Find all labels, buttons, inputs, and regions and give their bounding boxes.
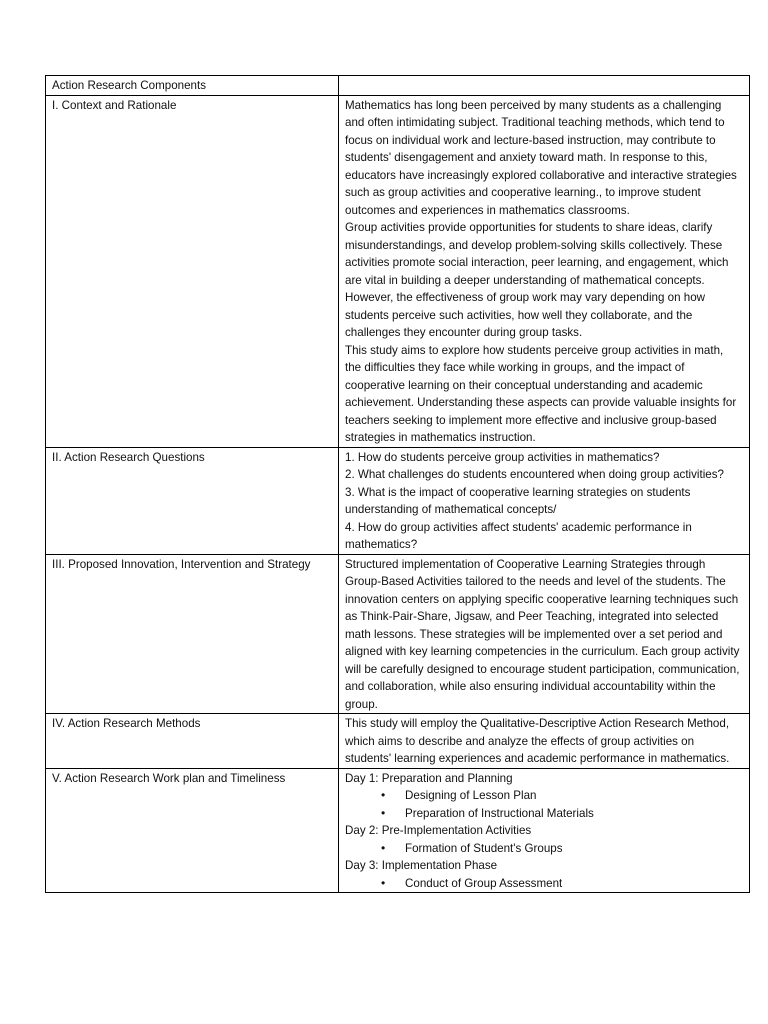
innovation-label: III. Proposed Innovation, Intervention and Strategy — [46, 554, 339, 714]
workplan-day-title: Day 1: Preparation and Planning — [345, 771, 513, 785]
questions-content — [339, 447, 750, 554]
list-item: • Conduct of Group Assessment — [345, 875, 742, 893]
header-value-cell — [339, 76, 750, 96]
research-question: 2. What challenges do students encountered when doing group activities? — [345, 468, 724, 481]
list-item: • Formation of Student's Groups — [345, 840, 742, 858]
research-question: 3. What is the impact of cooperative learning strategies on students understanding of mathematical concepts/ — [345, 485, 691, 516]
context-label: I. Context and Rationale — [46, 95, 339, 447]
context-paragraph: This study aims to explore how students perceive group activities in math, the difficulties they face while working in groups, and the impact of cooperative learning on their conceptual understanding and academic achievement. Understanding these aspects can provide valuable insights for teachers seeking to implement more effective and inclusive group-based strategies in mathematics instruction. — [345, 343, 737, 444]
table-row-workplan — [46, 768, 750, 893]
workplan-day-title: Day 2: Pre-Implementation Activities — [345, 824, 532, 837]
table-row-questions — [46, 447, 750, 554]
research-question: 4. How do group activities affect students' academic performance in mathematics? — [345, 520, 692, 551]
workplan-task-list — [345, 875, 742, 893]
methods-label: IV. Action Research Methods — [46, 714, 339, 769]
table-row-methods — [46, 714, 750, 769]
workplan-task-list — [345, 840, 742, 858]
table-row-innovation — [46, 554, 750, 714]
workplan-task-list — [345, 787, 742, 822]
workplan-content — [339, 768, 750, 893]
context-paragraph: Mathematics has long been perceived by many students as a challenging and often intimidating subject. Traditional teaching methods, which tend to focus on individual work and lecture-based instruction, may contribute to students' disengagement and anxiety toward math. In response to this, educators have increasingly explored collaborative and interactive strategies such as group activities and cooperative learning., to improve student outcomes and experiences in mathematics classrooms. — [345, 98, 737, 217]
list-item: • Preparation of Instructional Materials — [345, 805, 742, 823]
action-research-table — [45, 75, 750, 893]
methods-content: This study will employ the Qualitative-Descriptive Action Research Method, which aims to describe and analyze the effects of group activities on students' learning experiences and academic performance in mathematics. — [339, 714, 750, 769]
context-content — [339, 95, 750, 447]
table-row-context — [46, 95, 750, 447]
table-row-header — [46, 76, 750, 96]
questions-label: II. Action Research Questions — [46, 447, 339, 554]
research-question: 1. How do students perceive group activities in mathematics? — [345, 450, 660, 464]
workplan-label: V. Action Research Work plan and Timeliness — [46, 768, 339, 893]
context-paragraph: Group activities provide opportunities for students to share ideas, clarify misunderstandings, and develop problem-solving skills collectively. These activities promote social interaction, peer learning, and engagement, which are vital in building a deeper understanding of mathematical concepts. However, the effectiveness of group work may vary depending on how students perceive such activities, how well they collaborate, and the challenges they encounter during group tasks. — [345, 221, 729, 339]
list-item: • Designing of Lesson Plan — [345, 787, 742, 805]
workplan-day-title: Day 3: Implementation Phase — [345, 859, 498, 872]
innovation-content: Structured implementation of Cooperative Learning Strategies through Group-Based Activities tailored to the needs and level of the students. The innovation centers on applying specific cooperative learning techniques such as Think-Pair-Share, Jigsaw, and Peer Teaching, integrated into selected math lessons. These strategies will be implemented over a set period and aligned with key learning competencies in the curriculum. Each group activity will be carefully designed to encourage student participation, communication, and collaboration, while also ensuring individual accountability within the group. — [339, 554, 750, 714]
header-label-cell: Action Research Components — [46, 76, 339, 96]
